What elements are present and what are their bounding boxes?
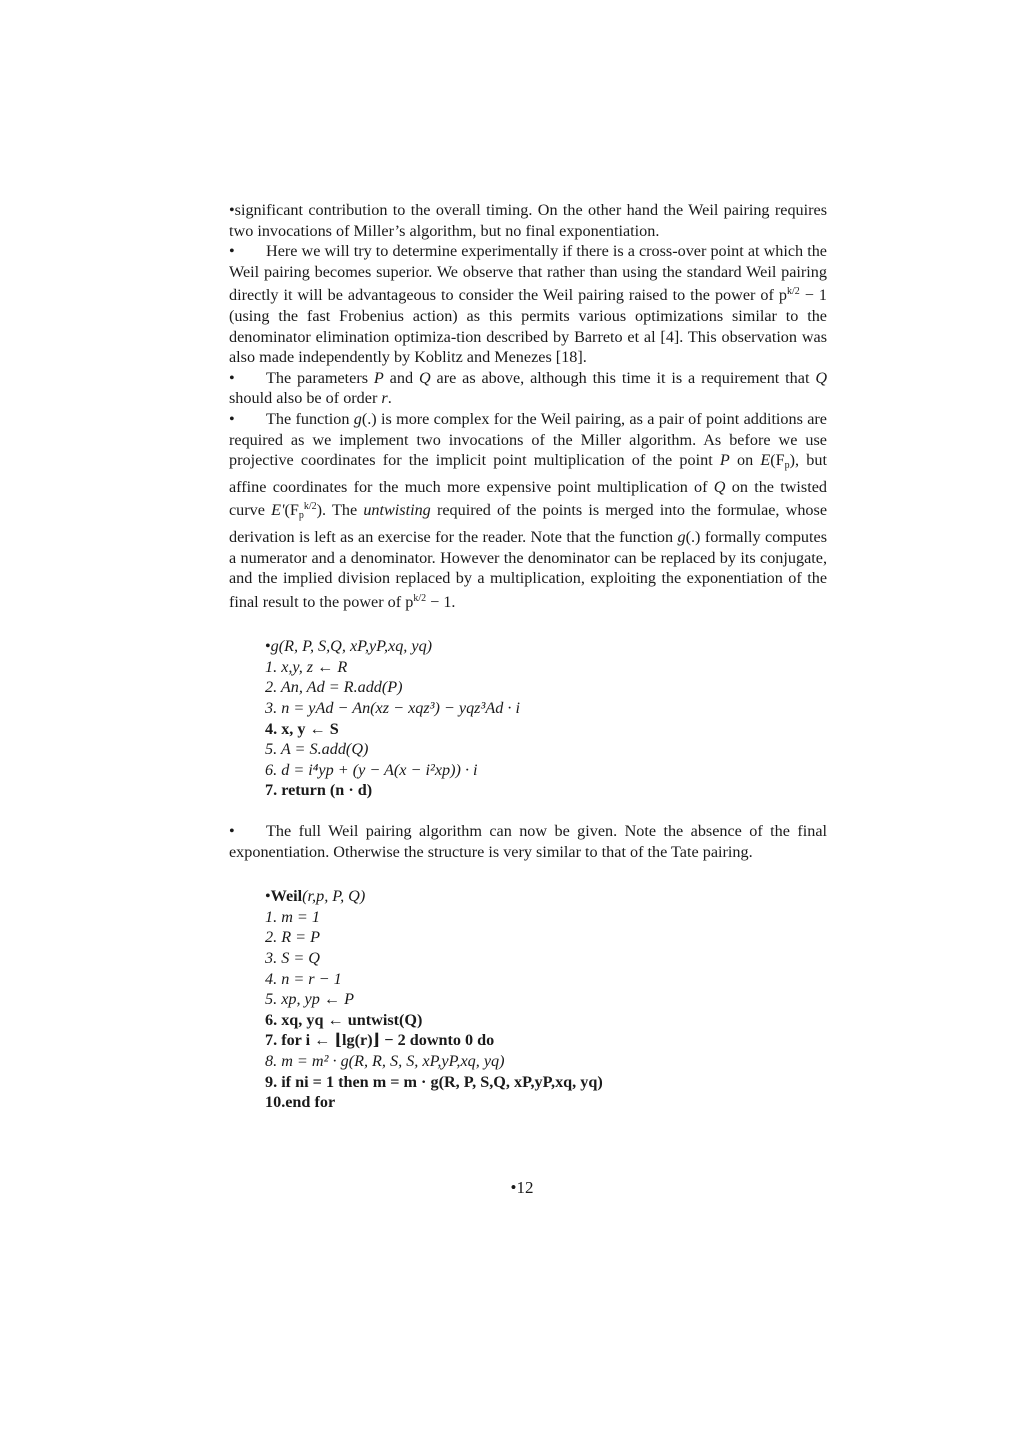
algo-weil-args: (r,p, P, Q) xyxy=(302,887,366,906)
var: Q xyxy=(815,368,828,387)
algo-line: 6. d = i⁴yp + (y − A(x − i²xp)) · i xyxy=(265,760,478,779)
algo-g-signature: g(R, P, S,Q, xP,yP,xq, yq) xyxy=(270,637,433,656)
algo-weil-header xyxy=(265,886,827,907)
emph: untwisting xyxy=(363,501,431,520)
algo-line: 10.end for xyxy=(265,1093,336,1112)
var: E xyxy=(760,451,771,470)
var: r xyxy=(381,389,388,408)
bullet: • xyxy=(265,887,271,906)
text: ), but affine coordinates for the much more expensive point multiplication of xyxy=(229,451,827,496)
text: are as above, although this time it is a requirement that xyxy=(430,368,816,387)
algo-line: 5. A = S.add(Q) xyxy=(265,740,369,759)
text: (F xyxy=(770,451,785,470)
algo-line: 1. x,y, z ← R xyxy=(265,657,348,676)
var: g xyxy=(353,409,362,428)
algo-line: 2. An, Ad = R.add(P) xyxy=(265,678,403,697)
text: ). The xyxy=(316,501,364,520)
algo-line: 3. S = Q xyxy=(265,949,320,967)
algorithm-weil xyxy=(229,886,827,1113)
algo-line: 5. xp, yp ← P xyxy=(265,990,355,1009)
algo-weil-name: Weil xyxy=(270,887,303,906)
algo-line: 9. if ni = 1 then m = m · g(R, P, S,Q, xP,yP,xq, yq) xyxy=(265,1072,603,1091)
paragraph-5 xyxy=(229,821,827,862)
text: . xyxy=(387,389,392,408)
var: g xyxy=(677,527,686,546)
exponent: k/2 xyxy=(786,286,800,298)
text: (.) formally computes a numerator and a denominator. However the denominator can be replaced by its conjugate, and the implied division replaced by a multiplication, exploiting the exponentiation of the final result to the power of p xyxy=(229,527,827,611)
var: Q xyxy=(713,477,726,496)
algo-g-header xyxy=(265,636,827,657)
var: P xyxy=(373,368,384,387)
text: should also be of order xyxy=(229,389,382,408)
exponent: k/2 xyxy=(303,501,317,513)
algo-line: 3. n = yAd − An(xz − xqz³) − yqz³Ad · i xyxy=(265,699,520,718)
text: required of the points is merged into the formulae, whose derivation is left as an exercise for the reader. Note that the function xyxy=(229,501,828,546)
var: E' xyxy=(271,501,285,520)
text: on xyxy=(729,451,761,470)
paragraph-1 xyxy=(229,200,827,241)
paragraph-1-text: •significant contribution to the overall timing. On the other hand the Weil pairing requires two invocations of Miller’s algorithm, but no final exponentiation. xyxy=(229,201,827,240)
bullet: • xyxy=(265,637,271,656)
algo-line: 7. for i ← ⌊lg(r)⌋ − 2 downto 0 do xyxy=(265,1031,495,1050)
algo-line: 4. x, y ← S xyxy=(265,719,339,738)
var: P xyxy=(719,451,730,470)
page-body xyxy=(229,200,827,1113)
bullet: • xyxy=(229,368,235,387)
algo-line: 2. R = P xyxy=(265,928,320,947)
bullet: • xyxy=(229,822,235,841)
subscript: p xyxy=(784,460,790,472)
exponent: k/2 xyxy=(413,592,427,604)
subscript: p xyxy=(298,510,304,522)
algo-line: 6. xq, yq ← untwist(Q) xyxy=(265,1010,423,1029)
text: (.) is more complex for the Weil pairing, as a pair of point additions are required as we implement two invocations of the Miller algorithm. As before we use projective coordinates for the implicit point multiplication of the point xyxy=(229,409,827,470)
text: The parameters xyxy=(266,368,374,387)
text: The function xyxy=(266,409,354,428)
paragraph-4 xyxy=(229,409,827,612)
algo-line: 8. m = m² · g(R, R, S, S, xP,yP,xq, yq) xyxy=(265,1051,505,1070)
bullet: • xyxy=(229,242,235,261)
text: (F xyxy=(284,501,299,520)
algo-line: 4. n = r − 1 xyxy=(265,969,342,988)
page-number: •12 xyxy=(510,1178,534,1197)
text: − 1. xyxy=(426,592,456,611)
var: Q xyxy=(418,368,431,387)
paragraph-5-text: The full Weil pairing algorithm can now be given. Note the absence of the final exponentiation. Otherwise the structure is very similar to that of the Tate pairing. xyxy=(229,822,827,861)
algorithm-g xyxy=(229,636,827,801)
algo-line: 7. return (n · d) xyxy=(265,781,373,800)
paragraph-3 xyxy=(229,368,827,409)
algo-line: 1. m = 1 xyxy=(265,907,320,926)
text: on the twisted curve xyxy=(229,477,827,520)
paragraph-2-text: Here we will try to determine experimentally if there is a cross-over point at which the Weil pairing becomes superior. We observe that rather than using the standard Weil pairing directly it will be advantageous to consider the Weil pairing raised to the power of p xyxy=(229,242,827,305)
text: and xyxy=(383,368,419,387)
paragraph-2-text-b: − 1 (using the fast Frobenius action) as this permits various optimizations similar to the denominator elimination optimiza-tion described by Barreto et al [4]. This observation was also made independently by Koblitz and Menezes [18]. xyxy=(229,286,827,367)
paragraph-2 xyxy=(229,241,827,368)
bullet: • xyxy=(229,409,235,428)
